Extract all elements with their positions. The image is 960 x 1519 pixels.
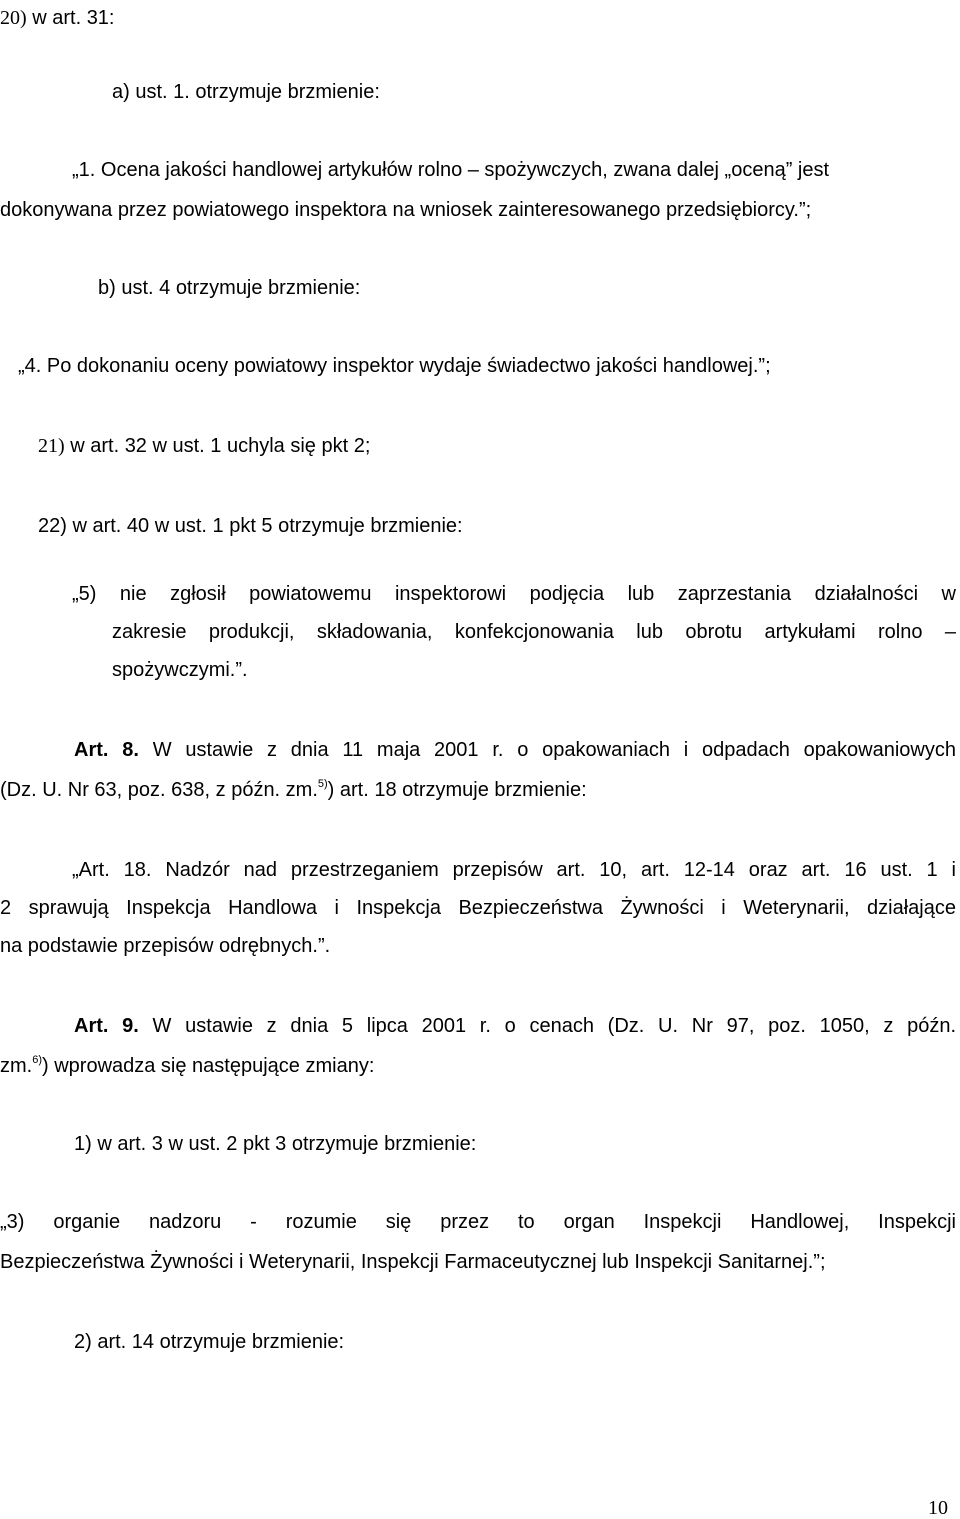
item-22: 22) w art. 40 w ust. 1 pkt 5 otrzymuje brzmienie:: [38, 515, 463, 537]
art-9-label: Art. 9.: [74, 1015, 139, 1037]
art-8-label: Art. 8.: [74, 739, 139, 761]
footnote-ref-5: 5): [317, 778, 328, 790]
item-21-text: w art. 32 w ust. 1 uchyla się pkt 2;: [70, 435, 371, 457]
quote-art18-line2: 2 sprawują Inspekcja Handlowa i Inspekcja Bezpieczeństwa Żywności i Weterynarii, działające: [0, 897, 956, 919]
amendment-2: 2) art. 14 otrzymuje brzmienie:: [74, 1331, 345, 1353]
art-9-zm: zm.: [0, 1055, 33, 1077]
quote-pkt5-line2: zakresie produkcji, składowania, konfekcjonowania lub obrotu artykułami rolno –: [112, 621, 956, 643]
subitem-b: b) ust. 4 otrzymuje brzmienie:: [98, 277, 361, 299]
art-8-line2-rest: ) art. 18 otrzymuje brzmienie:: [327, 779, 587, 801]
quote-art18-line3: na podstawie przepisów odrębnych.”.: [0, 935, 331, 957]
art-8-line2: [0, 780, 587, 800]
quote-pkt5-line3: spożywczymi.”.: [112, 659, 248, 681]
quote-ust4: „4. Po dokonaniu oceny powiatowy inspektor wydaje świadectwo jakości handlowej.”;: [18, 355, 771, 377]
quote-ust1-line1: „1. Ocena jakości handlowej artykułów rolno – spożywczych, zwana dalej „oceną” jest: [72, 159, 830, 181]
subitem-a: a) ust. 1. otrzymuje brzmienie:: [112, 81, 380, 103]
quote-pkt5-line1: „5) nie zgłosił powiatowemu inspektorowi podjęcia lub zaprzestania działalności w: [72, 583, 956, 605]
item-21-number: 21): [38, 435, 65, 457]
art-9-line1: [74, 1016, 956, 1036]
item-20-number: 20): [0, 7, 27, 29]
art-9-line2: [0, 1056, 374, 1076]
item-21: [38, 436, 370, 456]
footnote-ref-6: 6): [32, 1054, 42, 1066]
item-20: [0, 8, 115, 28]
amendment-1: 1) w art. 3 w ust. 2 pkt 3 otrzymuje brzmienie:: [74, 1133, 477, 1155]
quote-pkt3-line2: Bezpieczeństwa Żywności i Weterynarii, Inspekcji Farmaceutycznej lub Inspekcji Sanitarnej.”;: [0, 1251, 826, 1273]
art-9-line2-rest: ) wprowadza się następujące zmiany:: [42, 1055, 375, 1077]
quote-pkt3-line1: „3) organie nadzoru - rozumie się przez to organ Inspekcji Handlowej, Inspekcji: [0, 1211, 956, 1233]
art-8-text: W ustawie z dnia 11 maja 2001 r. o opakowaniach i odpadach opakowaniowych: [138, 739, 956, 761]
item-20-text: w art. 31:: [32, 7, 115, 29]
quote-ust1-line2: dokonywana przez powiatowego inspektora na wniosek zainteresowanego przedsiębiorcy.”;: [0, 199, 812, 221]
art-8-citation: (Dz. U. Nr 63, poz. 638, z późn. zm.: [0, 779, 318, 801]
quote-art18-line1: „Art. 18. Nadzór nad przestrzeganiem przepisów art. 10, art. 12-14 oraz art. 16 ust. 1 i: [72, 859, 956, 881]
art-9-text: W ustawie z dnia 5 lipca 2001 r. o cenach (Dz. U. Nr 97, poz. 1050, z późn.: [138, 1015, 956, 1037]
page-number: 10: [928, 1497, 948, 1519]
art-8-line1: [74, 740, 956, 760]
